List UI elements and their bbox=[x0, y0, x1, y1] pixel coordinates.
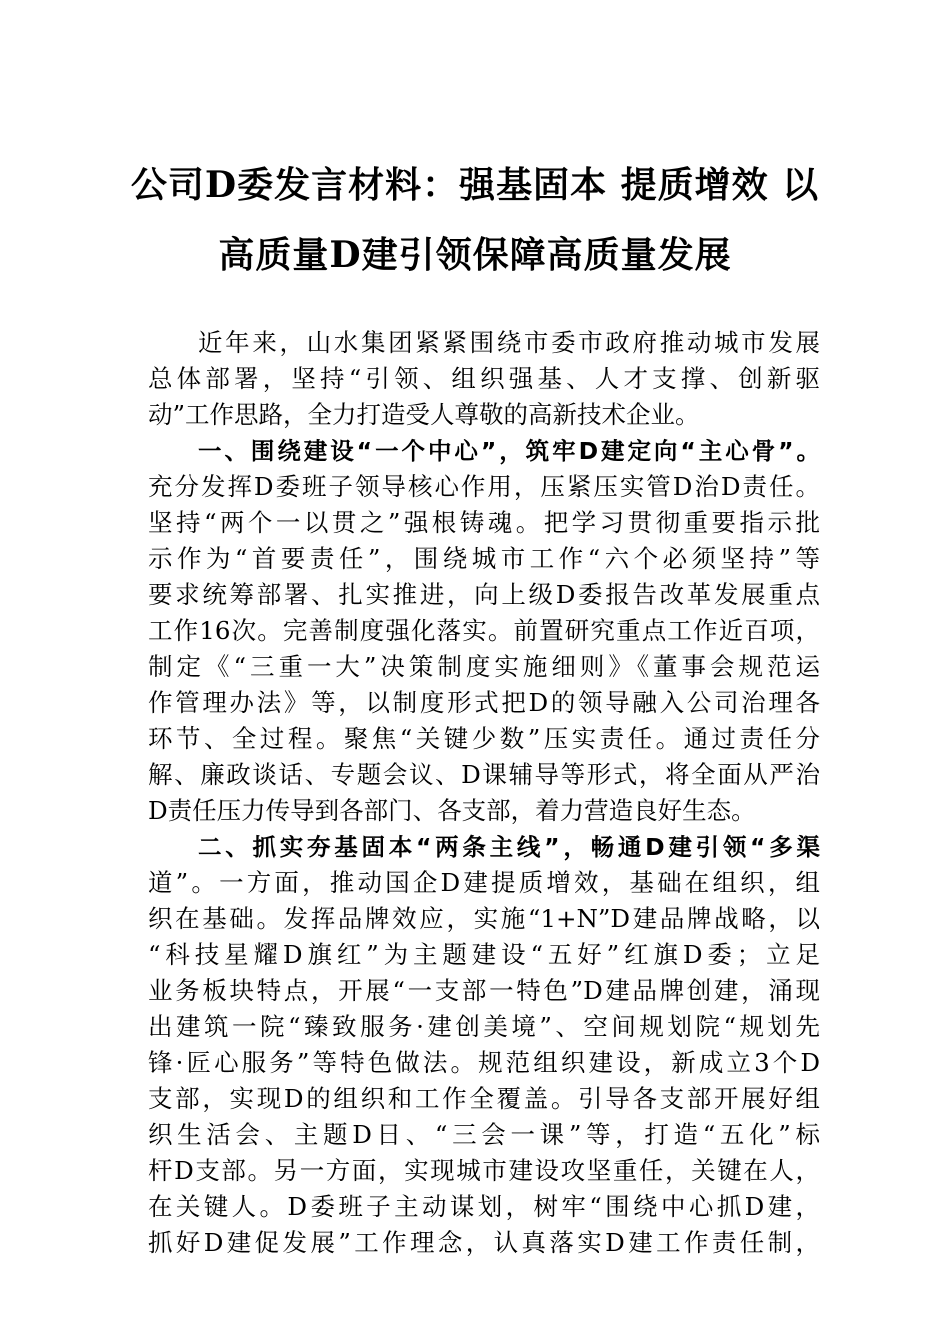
section-heading-2: 二、抓实夯基固本“两条主线”，畅通D建引领“多渠 bbox=[198, 833, 820, 861]
body-line: 业务板块特点，开展“一支部一特色”D建品牌创建，涌现 bbox=[148, 976, 820, 1005]
body-line: 抓好D建促发展”工作理念，认真落实D建工作责任制， bbox=[148, 1228, 820, 1257]
body-line: 总体部署，坚持“引领、组织强基、人才支撑、创新驱 bbox=[148, 364, 820, 393]
body-line: 杆D支部。另一方面，实现城市建设攻坚重任，关键在人， bbox=[148, 1156, 820, 1185]
body-line: 解、廉政谈话、专题会议、D课辅导等形式，将全面从严治 bbox=[148, 760, 820, 789]
document-title-line-1: 公司D委发言材料：强基固本 提质增效 以 bbox=[130, 164, 820, 206]
body-line: 近年来，山水集团紧紧围绕市委市政府推动城市发展 bbox=[198, 328, 820, 357]
body-line: 环节、全过程。聚焦“关键少数”压实责任。通过责任分 bbox=[148, 724, 820, 753]
body-line: 示作为“首要责任”，围绕城市工作“六个必须坚持”等 bbox=[148, 544, 820, 573]
document-title-line-2: 高质量D建引领保障高质量发展 bbox=[218, 234, 732, 276]
body-line: 坚持“两个一以贯之”强根铸魂。把学习贯彻重要指示批 bbox=[148, 508, 820, 537]
body-line: 支部，实现D的组织和工作全覆盖。引导各支部开展好组 bbox=[148, 1084, 820, 1113]
section-heading-1: 一、围绕建设“一个中心”，筑牢D建定向“主心骨”。 bbox=[198, 437, 820, 465]
body-line: 出建筑一院“臻致服务·建创美境”、空间规划院“规划先 bbox=[148, 1012, 820, 1041]
body-line: 工作16次。完善制度强化落实。前置研究重点工作近百项， bbox=[148, 616, 820, 645]
body-line: 织生活会、主题D日、“三会一课”等，打造“五化”标 bbox=[148, 1120, 820, 1149]
body-line: 锋·匠心服务”等特色做法。规范组织建设，新成立3个D bbox=[148, 1048, 820, 1077]
body-line: 道”。一方面，推动国企D建提质增效，基础在组织，组 bbox=[148, 868, 820, 897]
body-line: “科技星耀D旗红”为主题建设“五好”红旗D委；立足 bbox=[148, 940, 820, 969]
body-line: 充分发挥D委班子领导核心作用，压紧压实管D治D责任。 bbox=[148, 472, 820, 501]
body-line: 作管理办法》等，以制度形式把D的领导融入公司治理各 bbox=[148, 688, 820, 717]
body-line: 织在基础。发挥品牌效应，实施“1+N”D建品牌战略，以 bbox=[148, 904, 820, 933]
body-line: 制定《“三重一大”决策制度实施细则》《董事会规范运 bbox=[148, 652, 820, 681]
body-line: 要求统筹部署、扎实推进，向上级D委报告改革发展重点 bbox=[148, 580, 820, 609]
body-line: 动”工作思路，全力打造受人尊敬的高新技术企业。 bbox=[148, 400, 700, 429]
body-line: 在关键人。D委班子主动谋划，树牢“围绕中心抓D建， bbox=[148, 1192, 820, 1221]
document-body bbox=[148, 325, 820, 1261]
body-line: D责任压力传导到各部门、各支部，着力营造良好生态。 bbox=[148, 796, 756, 825]
